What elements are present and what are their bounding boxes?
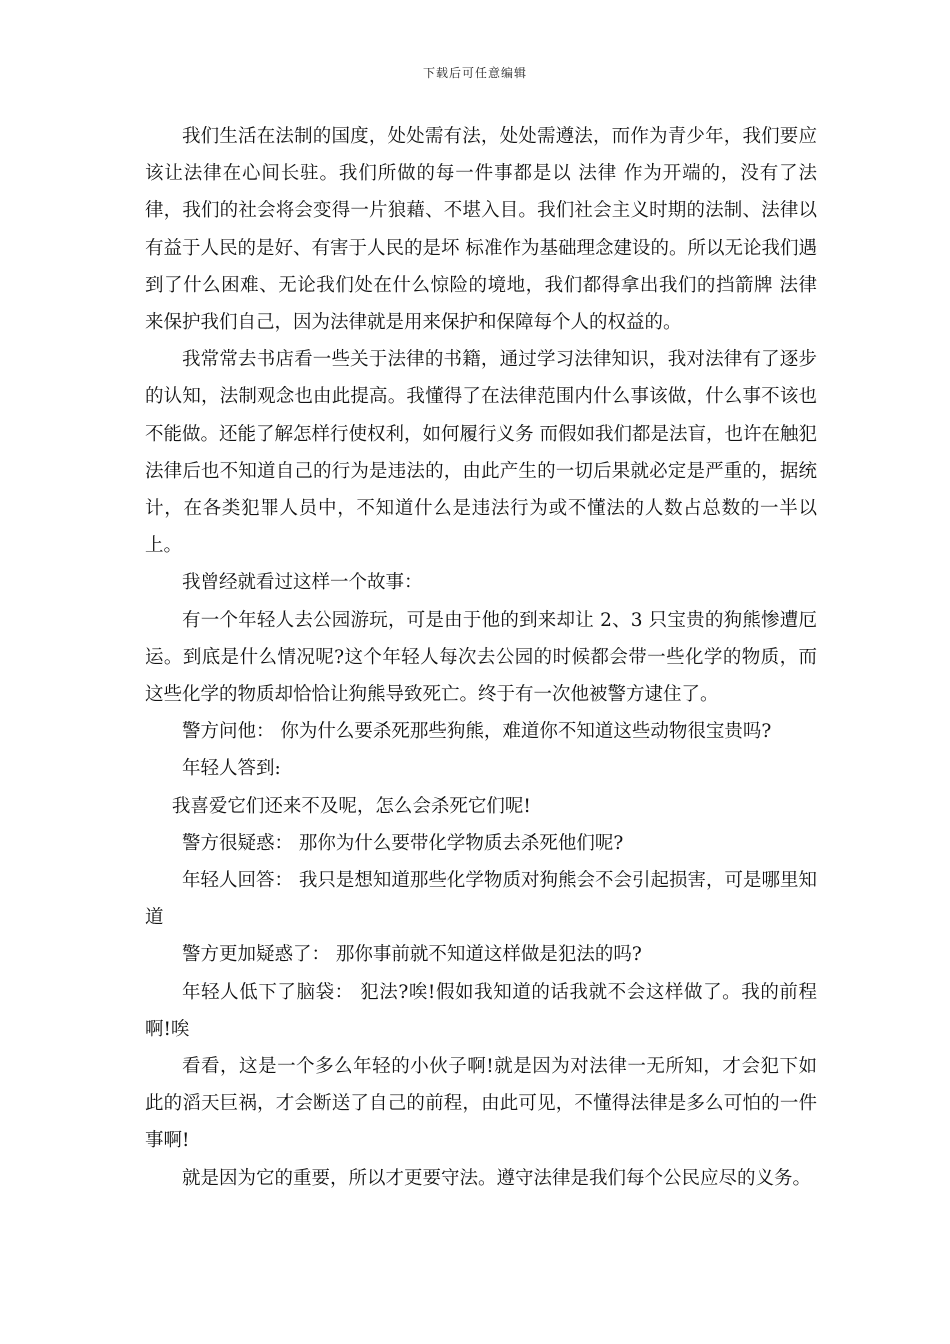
paragraph-conclusion: 就是因为它的重要，所以才更要守法。遵守法律是我们每个公民应尽的义务。: [182, 1167, 812, 1189]
paragraph-story: 有一个年轻人去公园游玩，可是由于他的到来却让 2、3 只宝贵的狗熊惨遭厄运。到底是什么情况呢?这个年轻人每次去公园的时候都会带一些化学的物质，而这些化学的物质却恰恰让狗熊导致死亡。终于有一次他被警方逮住了。: [145, 609, 817, 706]
paragraph-bookstore: 我常常去书店看一些关于法律的书籍，通过学习法律知识，我对法律有了逐步的认知，法制观念也由此提高。我懂得了在法律范围内什么事该做，什么事不该也不能做。还能了解怎样行使权利，如何履行义务 而假如我们都是法盲，也许在触犯法律后也不知道自己的行为是违法的，由此产生的一切后果就必定是严重的，据统计，在各类犯罪人员中，不知道什么是违法行为或不懂法的人数占总数的一半以上。: [145, 349, 817, 557]
paragraph-youth-regret: 年轻人低下了脑袋： 犯法?唉!假如我知道的话我就不会这样做了。我的前程啊!唉: [145, 981, 817, 1040]
paragraph-police-question: 警方问他： 你为什么要杀死那些狗熊，难道你不知道这些动物很宝贵吗?: [182, 721, 772, 743]
paragraph-police-more-doubt: 警方更加疑惑了： 那你事前就不知道这样做是犯法的吗?: [182, 944, 642, 966]
paragraph-reflection: 看看，这是一个多么年轻的小伙子啊!就是因为对法律一无所知，才会犯下如此的滔天巨祸，才会断送了自己的前程，由此可见，不懂得法律是多么可怕的一件事啊!: [145, 1056, 817, 1152]
paragraph-police-doubt: 警方很疑惑： 那你为什么要带化学物质去杀死他们呢?: [182, 832, 624, 854]
paragraph-youth-reply: 年轻人回答： 我只是想知道那些化学物质对狗熊会不会引起损害，可是哪里知道: [145, 870, 817, 929]
paragraph-story-intro: 我曾经就看过这样一个故事：: [182, 572, 423, 594]
paragraph-youth-answer-label: 年轻人答到:: [182, 758, 281, 780]
paragraph-youth-answer: 我喜爱它们还来不及呢，怎么会杀死它们呢!: [171, 795, 531, 817]
paragraph-intro: 我们生活在法制的国度，处处需有法，处处需遵法，而作为青少年，我们要应该让法律在心间长驻。我们所做的每一件事都是以 法律 作为开端的，没有了法律，我们的社会将会变得一片狼藉、不堪入目。我们社会主义时期的法制、法律以 有益于人民的是好、有害于人民的是坏 标准作为基础理念建设的。所以无论我们遇到了什么困难、无论我们处在什么惊险的境地，我们都得拿出我们的挡箭牌 法律 来保护我们自己，因为法律就是用来保护和保障每个人的权益的。: [145, 126, 817, 334]
document-body: [145, 118, 817, 1197]
page-header-note: 下载后可任意编辑: [422, 66, 527, 80]
